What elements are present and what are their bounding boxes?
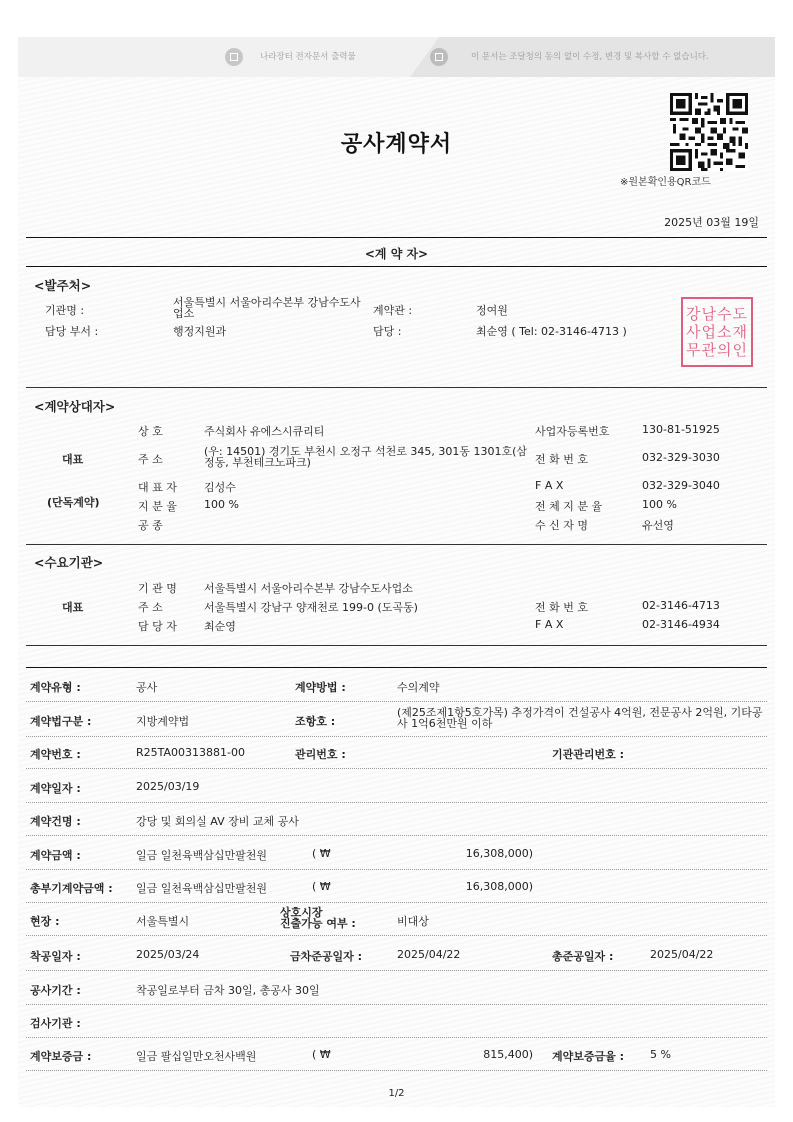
counterpart-share-value: 100 %	[204, 498, 239, 511]
contract-number-value: R25TA00313881-00	[136, 746, 245, 759]
counterpart-address-value: (우: 14501) 경기도 부천시 오정구 석천로 345, 301동 1301호(삼정동, 부천테크노파크)	[204, 445, 528, 469]
counterpart-fax-label: F A X	[535, 479, 564, 492]
demand-address-value: 서울특별시 강남구 양재천로 199-0 (도곡동)	[204, 601, 418, 614]
deposit-rate-label: 계약보증금율 :	[552, 1050, 624, 1063]
orderer-officer-value: 정여원	[476, 304, 508, 317]
contract-date: 2025년 03월 19일	[664, 216, 759, 229]
site-label: 현장 :	[30, 915, 60, 928]
demand-manager-value: 최순영	[204, 620, 236, 633]
clause-value: (제25조제1항5호가목) 추정가격이 건설공사 4억원, 전문공사 2억원, 기타공사 1억6천만원 이하	[397, 706, 763, 730]
demand-heading: <수요기관>	[34, 555, 104, 570]
document-sheet	[18, 37, 775, 1107]
orderer-org-label: 기관명 :	[45, 304, 85, 317]
deposit-label: 계약보증금 :	[30, 1050, 92, 1063]
demand-org-value: 서울특별시 서울아리수본부 강남수도사업소	[204, 582, 413, 595]
counterpart-fax-value: 032-329-3040	[642, 479, 720, 492]
recipient-label: 수 신 자 명	[535, 519, 588, 532]
row-divider	[26, 935, 767, 936]
deposit-value: 815,400)	[483, 1048, 533, 1061]
row-divider	[26, 835, 767, 836]
orderer-officer-label: 계약관 :	[373, 304, 413, 317]
page-title: 공사계약서	[340, 132, 453, 157]
period-value: 착공일로부터 금차 30일, 총공사 30일	[136, 984, 320, 997]
counterpart-row-label: 주 소	[138, 453, 163, 466]
counterpart-row-label: 공 종	[138, 519, 163, 532]
banner-right-text: 이 문서는 조달청의 동의 없이 수정, 변경 및 복사할 수 없습니다.	[471, 52, 709, 62]
orderer-org-value: 서울특별시 서울아리수본부 강남수도사업소	[173, 296, 361, 320]
row-divider	[26, 802, 767, 803]
seal-line: 강남수도	[686, 305, 748, 323]
contract-amount-words: 일금 일천육백삼십만팔천원	[136, 849, 268, 862]
demand-phone-label: 전 화 번 호	[535, 601, 588, 614]
currency-open: ( ₩	[312, 880, 331, 893]
partial-completion-value: 2025/04/22	[397, 948, 461, 961]
demand-fax-value: 02-3146-4934	[642, 618, 720, 631]
recipient-value: 유선영	[642, 519, 674, 532]
inspection-label: 검사기관 :	[30, 1017, 81, 1030]
demand-row-label: 주 소	[138, 601, 163, 614]
row-divider	[26, 869, 767, 870]
orderer-manager-label: 담당 :	[373, 325, 402, 338]
demand-row-label: 담 당 자	[138, 620, 177, 633]
page-number: 1/2	[388, 1088, 405, 1099]
document-icon	[225, 48, 243, 66]
orderer-heading: <발주처>	[34, 278, 92, 293]
contract-date-value: 2025/03/19	[136, 780, 200, 793]
qr-code-icon	[670, 93, 748, 171]
deposit-rate-value: 5 %	[650, 1048, 671, 1061]
counterpart-row-label: 대 표 자	[138, 481, 177, 494]
final-completion-label: 총준공일자 :	[552, 950, 614, 963]
divider	[26, 544, 767, 545]
manage-number-label: 관리번호 :	[295, 748, 346, 761]
seal-line: 사업소재	[686, 323, 748, 341]
row-divider	[26, 768, 767, 769]
total-amount-label: 총부기계약금액 :	[30, 882, 113, 895]
divider	[26, 645, 767, 646]
counterpart-row-label: 지 분 율	[138, 500, 177, 513]
divider	[26, 266, 767, 267]
total-amount-words: 일금 일천육백삼십만팔천원	[136, 882, 268, 895]
start-date-value: 2025/03/24	[136, 948, 200, 961]
contract-date-label: 계약일자 :	[30, 782, 81, 795]
final-completion-value: 2025/04/22	[650, 948, 714, 961]
divider	[26, 387, 767, 388]
total-share-label: 전 체 지 분 율	[535, 500, 603, 513]
contract-law-value: 지방계약법	[136, 715, 190, 728]
seal-line: 무관의인	[686, 341, 748, 359]
official-seal	[681, 297, 753, 367]
top-banner	[18, 37, 775, 77]
currency-open: ( ₩	[312, 1048, 331, 1061]
demand-fax-label: F A X	[535, 618, 564, 631]
contract-amount-label: 계약금액 :	[30, 849, 81, 862]
counterpart-name-value: 주식회사 유에스시큐리티	[204, 425, 325, 438]
demand-phone-value: 02-3146-4713	[642, 599, 720, 612]
contract-number-label: 계약번호 :	[30, 748, 81, 761]
row-divider	[26, 902, 767, 903]
demand-rep-label: 대표	[62, 601, 84, 614]
orderer-dept-value: 행정지원과	[173, 325, 227, 338]
orderer-dept-label: 담당 부서 :	[45, 325, 99, 338]
mutual-market-value: 비대상	[397, 915, 429, 928]
total-share-value: 100 %	[642, 498, 677, 511]
total-amount-value: 16,308,000)	[465, 880, 533, 893]
currency-open: ( ₩	[312, 847, 331, 860]
counterpart-phone-value: 032-329-3030	[642, 451, 720, 464]
counterpart-row-label: 상 호	[138, 425, 163, 438]
row-divider	[26, 736, 767, 737]
row-divider	[26, 970, 767, 971]
qr-caption: ※원본확인용QR코드	[620, 177, 711, 188]
business-number-label: 사업자등록번호	[535, 425, 610, 438]
contract-method-value: 수의계약	[397, 681, 440, 694]
contract-type-label: 계약유형 :	[30, 681, 81, 694]
org-manage-number-label: 기관관리번호 :	[552, 748, 624, 761]
business-number-value: 130-81-51925	[642, 423, 720, 436]
printer-icon	[430, 48, 448, 66]
row-divider	[26, 1004, 767, 1005]
banner-left-text: 나라장터 전자문서 출력물	[260, 52, 356, 62]
contract-method-label: 계약방법 :	[295, 681, 346, 694]
start-date-label: 착공일자 :	[30, 950, 81, 963]
partial-completion-label: 금차준공일자 :	[290, 950, 362, 963]
site-value: 서울특별시	[136, 915, 190, 928]
counterpart-ceo-value: 김성수	[204, 481, 236, 494]
counterpart-rep-label: 대표	[62, 453, 84, 466]
orderer-manager-value: 최순영 ( Tel: 02-3146-4713 )	[476, 325, 627, 338]
row-divider	[26, 1037, 767, 1038]
contract-type-value: 공사	[136, 681, 158, 694]
counterpart-type-label: (단독계약)	[47, 496, 100, 509]
mutual-market-label: 상호시장 진출가능 여부 :	[280, 906, 356, 930]
contract-law-label: 계약법구분 :	[30, 715, 92, 728]
row-divider	[26, 701, 767, 702]
period-label: 공사기간 :	[30, 984, 81, 997]
counterpart-heading: <계약상대자>	[34, 399, 116, 414]
contract-name-value: 강당 및 회의실 AV 장비 교체 공사	[136, 815, 299, 828]
divider	[26, 667, 767, 668]
clause-label: 조항호 :	[295, 715, 336, 728]
row-divider	[26, 1070, 767, 1071]
deposit-words: 일금 팔십일만오천사백원	[136, 1050, 257, 1063]
contract-name-label: 계약건명 :	[30, 815, 81, 828]
contract-amount-value: 16,308,000)	[465, 847, 533, 860]
demand-row-label: 기 관 명	[138, 582, 177, 595]
contractor-heading: <계 약 자>	[364, 247, 429, 261]
counterpart-phone-label: 전 화 번 호	[535, 453, 588, 466]
divider	[26, 237, 767, 238]
